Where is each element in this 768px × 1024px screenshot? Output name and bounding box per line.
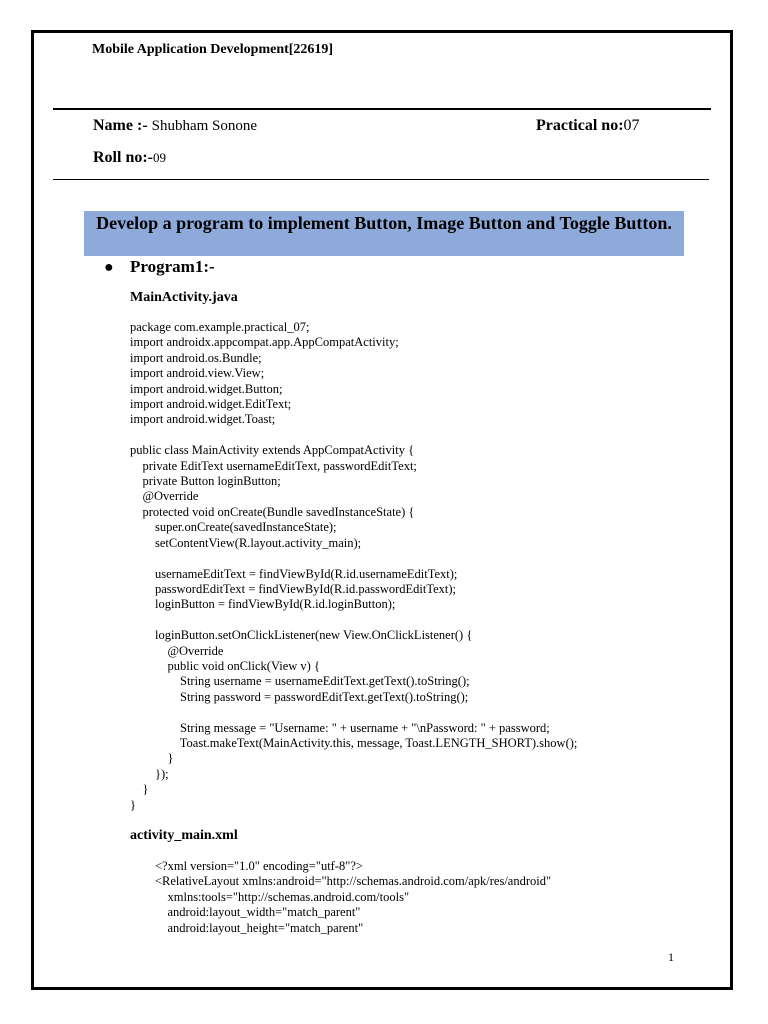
- program-heading: Program1:-: [130, 257, 215, 276]
- practical-label: Practical no:: [536, 117, 624, 134]
- code-block-xml: <?xml version="1.0" encoding="utf-8"?> <RelativeLayout xmlns:android="http://schemas.android.com/apk/res/android" xmlns:tools="http://schemas.android.com/tools" android:layout_width="match_parent" android:layout_height="match_parent": [155, 859, 552, 935]
- practical-title: Develop a program to implement Button, Image Button and Toggle Button.: [84, 211, 684, 256]
- bullet-icon: ●: [104, 259, 114, 276]
- name-line: [93, 117, 257, 135]
- page-number: 1: [668, 950, 674, 964]
- section-heading-java: MainActivity.java: [130, 290, 238, 305]
- practical-value: 07: [623, 117, 640, 134]
- header-rule: [53, 108, 711, 110]
- code-block-java: package com.example.practical_07; import androidx.appcompat.app.AppCompatActivity; import android.os.Bundle; import android.view.View; import android.widget.Button; import android.widget.EditText; import android.widget.Toast; public class MainActivity extends AppCompatActivity { private EditText usernameEditText, passwordEditText; private Button loginButton; @Override protected void onCreate(Bundle savedInstanceState) { super.onCreate(savedInstanceState); setContentView(R.layout.activity_main); usernameEditText = findViewById(R.id.usernameEditText); passwordEditText = findViewById(R.id.passwordEditText); loginButton = findViewById(R.id.loginButton); loginButton.setOnClickListener(new View.OnClickListener() { @Override public void onClick(View v) { String username = usernameEditText.getText().toString(); String password = passwordEditText.getText().toString(); String message = "Username: " + username + "\nPassword: " + password; Toast.makeText(MainActivity.this, message, Toast.LENGTH_SHORT).show(); } }); } }: [130, 320, 578, 812]
- course-title: Mobile Application Development[22619]: [92, 42, 334, 57]
- practical-line: [536, 117, 640, 135]
- name-value: Shubham Sonone: [151, 118, 258, 134]
- section-heading-xml: activity_main.xml: [130, 828, 238, 843]
- roll-line: [93, 149, 166, 167]
- roll-label: Roll no:-: [93, 149, 153, 166]
- info-rule: [53, 179, 709, 180]
- name-label: Name :-: [93, 117, 148, 134]
- roll-value: 09: [153, 150, 166, 165]
